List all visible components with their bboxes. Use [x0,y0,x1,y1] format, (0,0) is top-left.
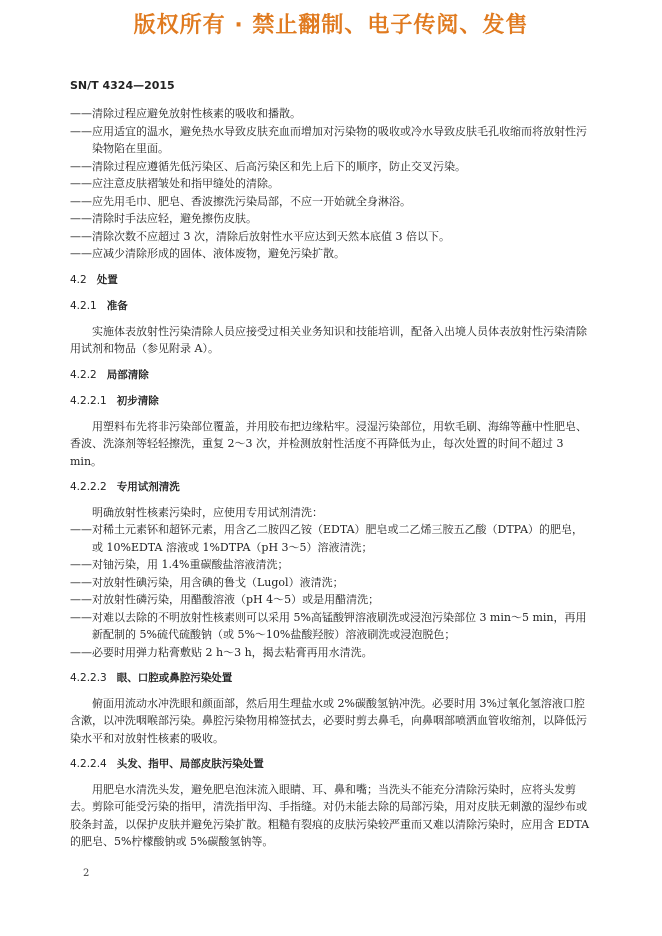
list-item: —— 应注意皮肤褶皱处和指甲缝处的清除。 [70,175,594,193]
section-title: 头发、指甲、局部皮肤污染处置 [116,758,264,770]
document-body [70,105,594,851]
section-heading-4-2-2-2 [70,479,594,497]
top-dash-list [70,105,594,263]
list-item: —— 应先用毛巾、肥皂、香波擦洗污染局部，不应一开始就全身淋浴。 [70,193,594,211]
section-title: 专用试剂清洗 [116,481,180,493]
section-number: 4.2.1 [70,300,97,312]
section-heading-4-2-2-4 [70,756,594,774]
section-heading-4-2-2-1 [70,393,594,411]
section-title: 初步清除 [116,395,159,407]
section-title: 处置 [96,273,118,286]
list-item: —— 清除过程应避免放射性核素的吸收和播散。 [70,105,594,123]
list-item: —— 清除时手法应轻，避免擦伤皮肤。 [70,210,594,228]
section-heading-4-2 [70,272,594,290]
paragraph: 明确放射性核素污染时，应使用专用试剂清洗： [92,505,323,519]
paragraph: 俯面用流动水冲洗眼和颜面部，然后用生理盐水或 2%碳酸氢钠冲洗。必要时用 3%过氧化氢溶液口腔含漱，以冲洗咽喉部污染。鼻腔污染物用棉签拭去，必要时剪去鼻毛，向鼻咽部喷洒血管收缩剂，以降低污染水平和对放射性核素的吸收。 [70,696,587,745]
copyright-banner: 版权所有 · 禁止翻制、电子传阅、发售 [133,13,529,38]
section-title: 眼、口腔或鼻腔污染处置 [116,672,233,684]
paragraph: 实施体表放射性污染清除人员应接受过相关业务知识和技能培训，配备入出境人员体表放射性污染清除用试剂和物品（参见附录 A）。 [70,324,587,355]
section-number: 4.2.2.3 [70,672,107,684]
section-title: 准备 [106,300,128,312]
list-item: —— 清除次数不应超过 3 次，清除后放射性水平应达到天然本底值 3 倍以下。 [70,228,594,246]
paragraph: 用肥皂水清洗头发，避免肥皂泡沫流入眼睛、耳、鼻和嘴；当洗头不能充分清除污染时，应将头发剪去。剪除可能受污染的指甲，清洗指甲沟、手指缝。对仍未能去除的局部污染，用对皮肤无刺激的湿纱布或胶条封盖，以保护皮肤并避免污染扩散。粗糙有裂痕的皮肤污染较严重而又难以清除污染时，应用含 EDTA 的肥皂、5%柠檬酸钠或 5%碳酸氢钠等。 [70,782,590,848]
list-item: —— 应减少清除形成的固体、液体废物，避免污染扩散。 [70,245,594,263]
list-item: —— 清除过程应遵循先低污染区、后高污染区和先上后下的顺序，防止交叉污染。 [70,158,594,176]
list-item: —— 应用适宜的温水，避免热水导致皮肤充血而增加对污染物的吸收或冷水导致皮肤毛孔收缩而将放射性污染物陷在里面。 [70,123,594,158]
paragraph: 用塑料布先将非污染部位覆盖，并用胶布把边缘粘牢。浸湿污染部位，用软毛刷、海绵等蘸中性肥皂、香波、洗涤剂等轻轻擦洗，重复 2～3 次，并检测放射性活度不再降低为止，每次处置的时间不超过 3 min。 [70,419,587,468]
list-item: —— 对铀污染，用 1.4%重碳酸盐溶液清洗； [70,556,594,574]
section-heading-4-2-2 [70,367,594,385]
section-number: 4.2.2.1 [70,395,107,407]
section-number: 4.2 [70,273,87,286]
list-item: —— 必要时用弹力粘膏敷贴 2 h～3 h，揭去粘膏再用水清洗。 [70,644,594,662]
list-item: —— 对放射性磷污染，用醋酸溶液（pH 4～5）或是用醋清洗； [70,591,594,609]
section-heading-4-2-2-3 [70,670,594,688]
section-number: 4.2.2 [70,368,97,381]
standard-number: SN/T 4324—2015 [70,79,175,92]
list-item: —— 对稀土元素钚和超钚元素，用含乙二胺四乙铵（EDTA）肥皂或二乙烯三胺五乙酸（DTPA）的肥皂，或 10%EDTA 溶液或 1%DTPA（pH 3～5）溶液清洗； [70,521,594,556]
list-item: —— 对难以去除的不明放射性核素则可以采用 5%高锰酸钾溶液刷洗或浸泡污染部位 3 min～5 min，再用新配制的 5%硫代硫酸钠（或 5%～10%盐酸羟胺）溶液刷洗或浸泡脱色； [70,609,594,644]
list-item: —— 对放射性碘污染，用含碘的鲁戈（Lugol）液清洗； [70,574,594,592]
section-heading-4-2-1 [70,298,594,316]
section-number: 4.2.2.2 [70,481,107,493]
reagent-list [70,521,594,661]
section-title: 局部清除 [106,368,149,381]
section-number: 4.2.2.4 [70,758,107,770]
page-number: 2 [83,868,90,879]
